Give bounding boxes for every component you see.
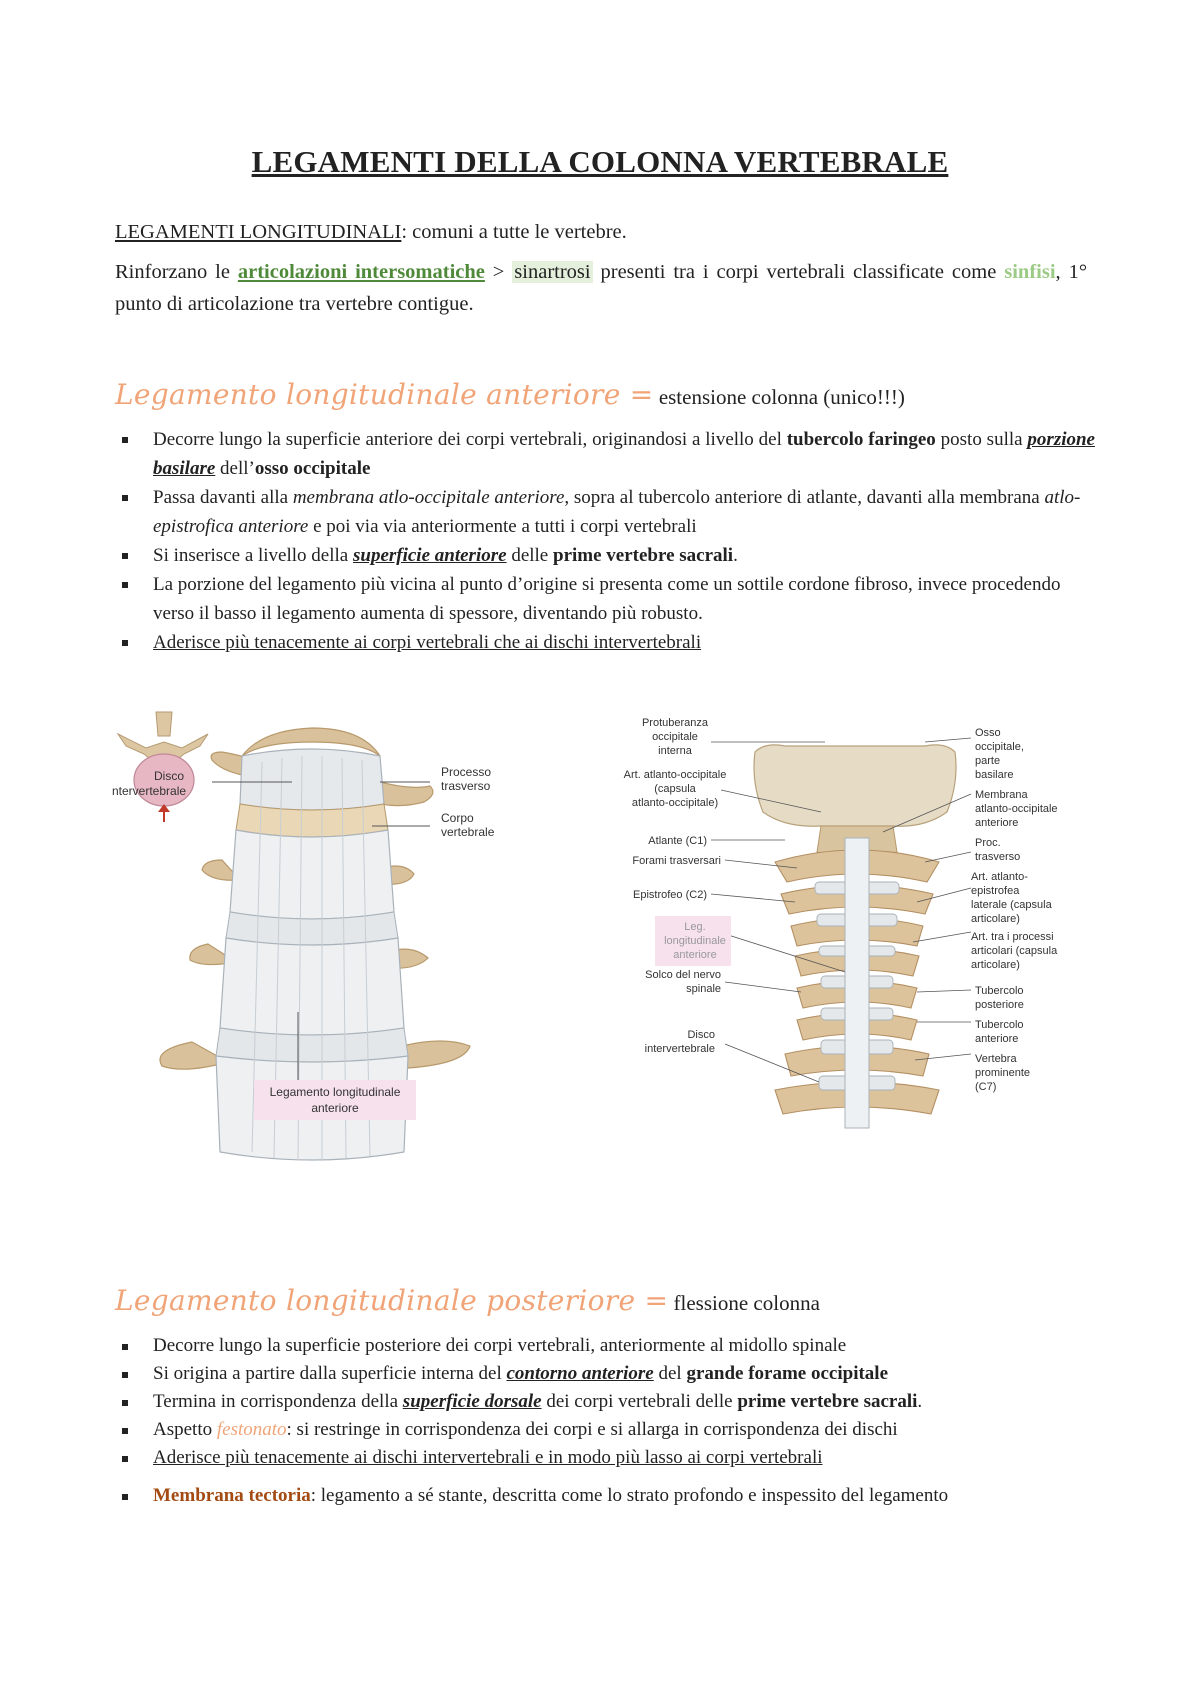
label-occipitale-r: occipitale, bbox=[975, 741, 1024, 753]
label-anteriore: anteriore bbox=[673, 949, 717, 961]
label-occipitale: occipitale bbox=[652, 731, 698, 743]
label-membrana: Membrana bbox=[975, 789, 1028, 801]
label-art-atlanto: Art. atlanto- bbox=[971, 871, 1028, 883]
label-trasverso: trasverso bbox=[975, 851, 1021, 863]
label-proc: Proc. bbox=[975, 837, 1001, 849]
anterior-subtitle: estensione colonna (unico!!!) bbox=[653, 385, 905, 409]
list-item: Si inserisce a livello della superficie anteriore delle prime vertebre sacrali. bbox=[115, 541, 1095, 570]
list-item: Termina in corrispondenza della superficie dorsale dei corpi vertebrali delle prime vertebre sacrali. bbox=[115, 1388, 1095, 1416]
list-item: Aderisce più tenacemente ai corpi vertebrali che ai dischi intervertebrali bbox=[115, 628, 1095, 657]
label-laterale: laterale (capsula bbox=[971, 899, 1052, 911]
label-intervertebrale: intervertebrale bbox=[644, 1043, 715, 1055]
posterior-heading bbox=[115, 1284, 820, 1317]
highlight-sinartrosi: sinartrosi bbox=[514, 261, 591, 283]
list-item: Passa davanti alla membrana atlo-occipitale anteriore, sopra al tubercolo anteriore di atlante, davanti alla membrana atlo-epistrofica anteriore e poi via via anteriormente a tutti i corpi vertebrali bbox=[115, 483, 1095, 541]
section-heading-rest: : comuni a tutte le vertebre. bbox=[401, 221, 627, 243]
label-epistrofea: epistrofea bbox=[971, 885, 1020, 897]
posterior-title: Legamento longitudinale posteriore = bbox=[115, 1284, 669, 1317]
label-legamento: Legamento longitudinale bbox=[269, 1085, 401, 1099]
label-intervertebrale: ntervertebrale bbox=[112, 784, 187, 798]
posterior-subtitle: flessione colonna bbox=[668, 1291, 820, 1315]
section-heading: LEGAMENTI LONGITUDINALI bbox=[115, 221, 402, 243]
list-item: Aderisce più tenacemente ai dischi intervertebrali e in modo più lasso ai corpi vertebrali bbox=[115, 1444, 1095, 1472]
label-osso: Osso bbox=[975, 727, 1001, 739]
text: Rinforzano le bbox=[115, 261, 238, 283]
label-interna: interna bbox=[658, 745, 692, 757]
label-tubercolo-ant: Tubercolo bbox=[975, 1019, 1024, 1031]
label-anteriore: anteriore bbox=[311, 1101, 359, 1115]
figure-anterior-ligament-lumbar bbox=[112, 712, 552, 1202]
list-item: Si origina a partire dalla superficie interna del contorno anteriore del grande forame occipitale bbox=[115, 1360, 1095, 1388]
label-atlante: Atlante (C1) bbox=[648, 835, 707, 847]
label-disco: Disco bbox=[687, 1029, 715, 1041]
label-longitudinale: longitudinale bbox=[664, 935, 726, 947]
label-articolari: articolari (capsula bbox=[971, 945, 1058, 957]
list-item: Aspetto festonato: si restringe in corrispondenza dei corpi e si allarga in corrispondenza dei dischi bbox=[115, 1416, 1095, 1444]
label-prominente: prominente bbox=[975, 1067, 1031, 1079]
label-leg: Leg. bbox=[684, 921, 706, 933]
label-solco: Solco del nervo bbox=[645, 969, 721, 981]
text: > bbox=[484, 261, 513, 283]
label-tubercolo-post: Tubercolo bbox=[975, 985, 1024, 997]
label-art-processi: Art. tra i processi bbox=[971, 931, 1054, 943]
label-spinale: spinale bbox=[686, 983, 721, 995]
label-trasverso: trasverso bbox=[441, 779, 491, 793]
label-capsula: (capsula bbox=[654, 783, 696, 795]
intro-paragraph bbox=[115, 256, 1087, 320]
posterior-list bbox=[115, 1332, 1095, 1510]
label-epistrofeo: Epistrofeo (C2) bbox=[633, 889, 707, 901]
list-item: La porzione del legamento più vicina al punto d’origine si presenta come un sottile cordone fibroso, invece procedendo verso il basso il legamento aumenta di spessore, diventando più robusto. bbox=[115, 570, 1095, 628]
anterior-title: Legamento longitudinale anteriore = bbox=[115, 378, 654, 411]
label-forami-trasversari: Forami trasversari bbox=[632, 855, 721, 867]
label-art-atlanto-occipitale: Art. atlanto-occipitale bbox=[623, 769, 727, 781]
label-articolare: articolare) bbox=[971, 913, 1020, 925]
anterior-longitudinal-ligament bbox=[845, 838, 869, 1128]
text: presenti tra i corpi vertebrali classificate come bbox=[592, 261, 1005, 283]
label-articolare-c: articolare) bbox=[971, 959, 1020, 971]
label-processo: Processo bbox=[441, 765, 492, 779]
list-item: Membrana tectoria: legamento a sé stante, descritta come lo strato profondo e inspessito del legamento bbox=[115, 1482, 1095, 1510]
label-basilare: basilare bbox=[975, 769, 1014, 781]
label-c7: (C7) bbox=[975, 1081, 997, 1093]
anterior-heading bbox=[115, 378, 905, 411]
vertebra-orientation-icon bbox=[118, 712, 208, 822]
figure-anterior-ligament-cervical bbox=[623, 717, 1085, 1182]
label-membrana-b: atlanto-occipitale bbox=[975, 803, 1058, 815]
label-vertebra: Vertebra bbox=[975, 1053, 1017, 1065]
label-atlanto-occipitale: atlanto-occipitale) bbox=[631, 797, 719, 809]
term-sinfisi: sinfisi bbox=[1004, 261, 1056, 283]
list-item: Decorre lungo la superficie anteriore dei corpi vertebrali, originandosi a livello del tubercolo faringeo posto sulla porzione basilare dell’osso occipitale bbox=[115, 425, 1095, 483]
anterior-list bbox=[115, 425, 1095, 657]
text: , 1° punto di articolazione tra vertebre contigue. bbox=[115, 261, 1088, 315]
label-parte: parte bbox=[975, 755, 1001, 767]
section-longitudinal-intro bbox=[115, 216, 1087, 248]
label-corpo: Corpo bbox=[441, 811, 474, 825]
label-vertebrale: vertebrale bbox=[441, 825, 495, 839]
label-posteriore: posteriore bbox=[975, 999, 1024, 1011]
link-articolazioni[interactable]: articolazioni intersomatiche bbox=[237, 261, 485, 283]
label-protuberanza: Protuberanza bbox=[641, 717, 709, 729]
label-anteriore-r: anteriore bbox=[975, 1033, 1019, 1045]
label-membrana-c: anteriore bbox=[975, 817, 1019, 829]
label-disco: Disco bbox=[154, 769, 185, 783]
list-item: Decorre lungo la superficie posteriore dei corpi vertebrali, anteriormente al midollo spinale bbox=[115, 1332, 1095, 1360]
page-title: LEGAMENTI DELLA COLONNA VERTEBRALE bbox=[251, 144, 949, 179]
